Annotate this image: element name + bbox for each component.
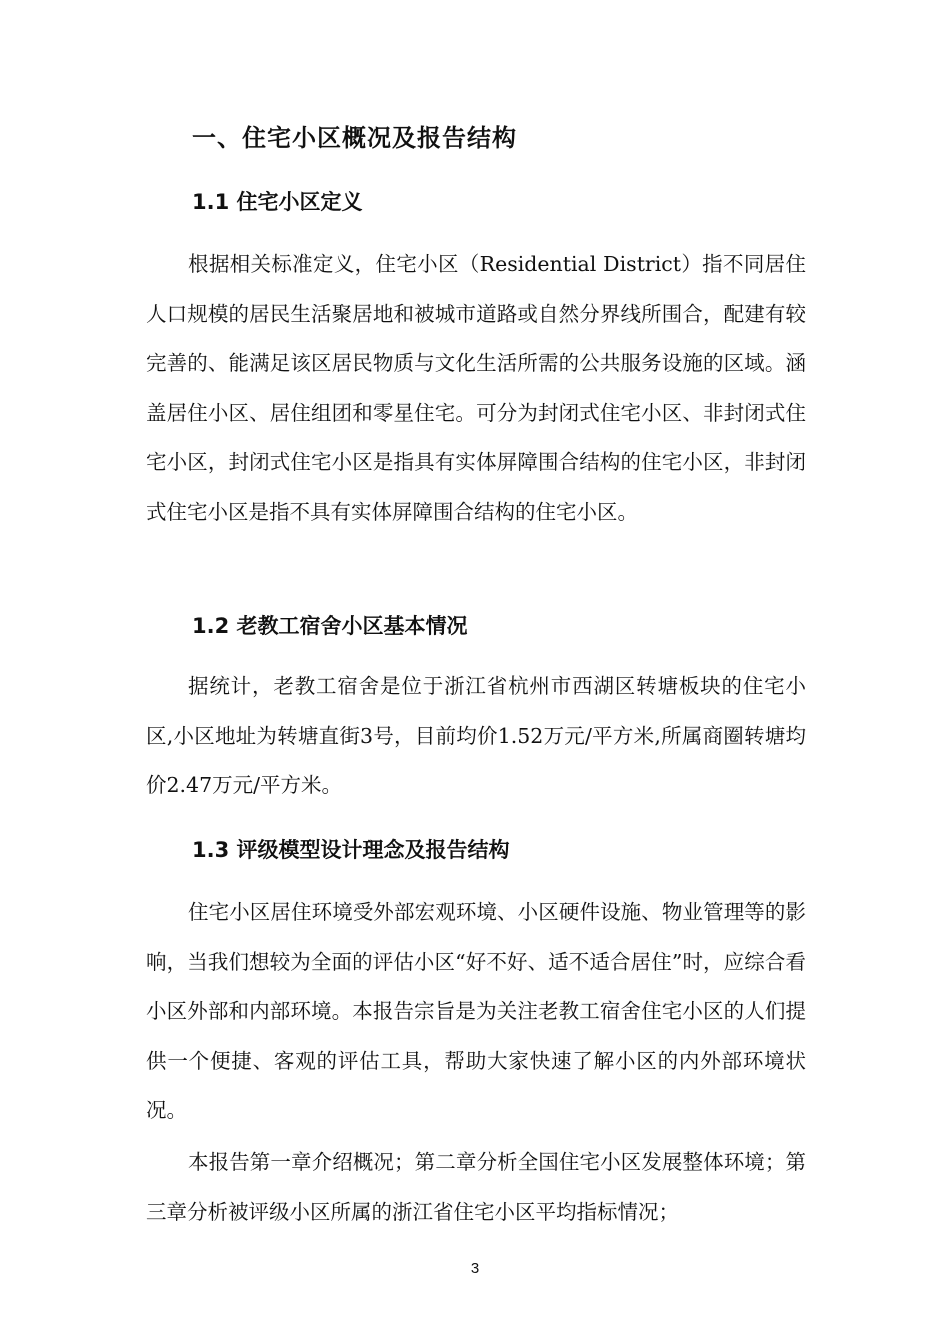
paragraph-basic-info: 据统计，老教工宿舍是位于浙江省杭州市西湖区转塘板块的住宅小区,小区地址为转塘直街3号，目前均价1.52万元/平方米,所属商圈转塘均价2.47万元/平方米。	[146, 674, 806, 797]
page-number: 3	[470, 1260, 480, 1277]
paragraph-definition: 根据相关标准定义，住宅小区（Residential District）指不同居住人口规模的居民生活聚居地和被城市道路或自然分界线所围合，配建有较完善的、能满足该区居民物质与文化生活所需的公共服务设施的区域。涵盖居住小区、居住组团和零星住宅。可分为封闭式住宅小区、非封闭式住宅小区，封闭式住宅小区是指具有实体屏障围合结构的住宅小区，非封闭式住宅小区是指不具有实体屏障围合结构的住宅小区。	[146, 252, 806, 524]
section-heading-1-2: 1.2 老教工宿舍小区基本情况	[192, 614, 468, 638]
paragraph-design-concept: 住宅小区居住环境受外部宏观环境、小区硬件设施、物业管理等的影响，当我们想较为全面的评估小区“好不好、适不适合居住”时，应综合看小区外部和内部环境。本报告宗旨是为关注老教工宿舍住宅小区的人们提供一个便捷、客观的评估工具，帮助大家快速了解小区的内外部环境状况。	[146, 900, 806, 1122]
section-heading-1-1: 1.1 住宅小区定义	[192, 190, 363, 214]
section-heading-1-3: 1.3 评级模型设计理念及报告结构	[192, 838, 510, 862]
paragraph-report-structure: 本报告第一章介绍概况；第二章分析全国住宅小区发展整体环境；第三章分析被评级小区所属的浙江省住宅小区平均指标情况；	[146, 1150, 806, 1224]
chapter-title: 一、住宅小区概况及报告结构	[192, 124, 517, 152]
